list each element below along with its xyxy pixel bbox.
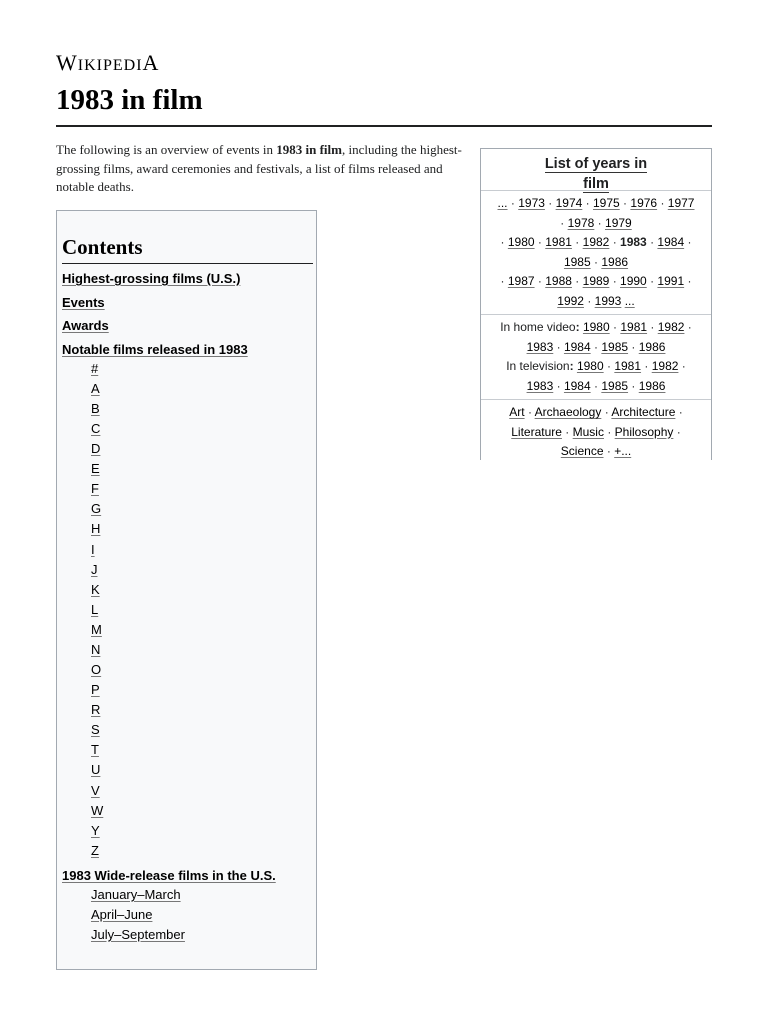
toc-letter-j[interactable]: J <box>91 562 98 577</box>
wordmark-final: A <box>142 50 160 75</box>
nav-year-1989[interactable]: 1989 <box>582 274 610 288</box>
toc-item-wide-release[interactable]: 1983 Wide-release films in the U.S. <box>62 868 276 883</box>
toc-letter-k[interactable]: K <box>91 582 100 597</box>
nav-topic-philosophy[interactable]: Philosophy <box>614 424 674 439</box>
nav-year-1974[interactable]: 1974 <box>555 196 583 210</box>
toc-letter-y[interactable]: Y <box>91 823 100 838</box>
intro-paragraph <box>56 141 466 197</box>
nav-topic-science[interactable]: Science <box>560 444 604 458</box>
nav-television-1981[interactable]: 1981 <box>614 359 642 373</box>
nav-ellipsis-prev[interactable]: ... <box>497 196 508 210</box>
nav-topic-more[interactable]: +... <box>614 444 632 458</box>
nav-television-1980[interactable]: 1980 <box>576 359 604 373</box>
title-divider <box>56 125 712 127</box>
intro-lead: The following is an overview of events in <box>56 142 277 157</box>
navbox-topics-section: Art · Archaeology · Architecture · Literature · Music · Philosophy · Science · +... <box>481 400 711 465</box>
navbox-title-line1: List of years in <box>544 156 648 172</box>
nav-year-1985[interactable]: 1985 <box>563 254 591 269</box>
navbox-media-section: In home video: 1980 · 1981 · 1982 · 1983 · 1984 · 1985 · 1986 In television: 1980 · 1981 · 1982 · 1983 · 1984 · 1985 · 1986 <box>481 315 711 400</box>
toc-letter-h[interactable]: H <box>91 521 101 536</box>
nav-year-1993[interactable]: 1993 <box>594 293 622 308</box>
nav-television-1982[interactable]: 1982 <box>651 359 679 373</box>
nav-year-1990[interactable]: 1990 <box>620 274 647 288</box>
toc-item-notable-films[interactable]: Notable films released in 1983 <box>62 342 248 357</box>
nav-year-1988[interactable]: 1988 <box>545 274 572 288</box>
toc-letter-m[interactable]: M <box>91 622 102 637</box>
nav-television-1984[interactable]: 1984 <box>563 378 591 393</box>
nav-year-1980[interactable]: 1980 <box>507 235 535 249</box>
nav-home-video-1984[interactable]: 1984 <box>563 339 591 354</box>
nav-home-video-1983[interactable]: 1983 <box>526 339 554 354</box>
nav-ellipsis-next[interactable]: ... <box>624 293 635 308</box>
nav-home-video-1986[interactable]: 1986 <box>638 339 666 354</box>
years-in-film-navbox <box>480 148 712 460</box>
toc-letter-d[interactable]: D <box>91 441 101 456</box>
nav-topic-literature[interactable]: Literature <box>511 424 562 439</box>
toc-letter-g[interactable]: G <box>91 501 102 516</box>
toc-letter-e[interactable]: E <box>91 461 100 476</box>
nav-television-label: In television <box>506 359 570 373</box>
nav-year-1977[interactable]: 1977 <box>667 196 695 210</box>
nav-year-1982[interactable]: 1982 <box>582 235 610 249</box>
toc-letter-s[interactable]: S <box>91 722 100 737</box>
navbox-title[interactable] <box>481 149 711 191</box>
nav-topic-art[interactable]: Art <box>509 405 525 419</box>
toc-letter-b[interactable]: B <box>91 401 100 416</box>
wordmark-middle: IKIPEDI <box>77 57 143 74</box>
nav-year-1978[interactable]: 1978 <box>567 215 595 230</box>
nav-year-1981[interactable]: 1981 <box>545 235 572 249</box>
navbox-years-section: ... · 1973 · 1974 · 1975 · 1976 · 1977 · 1978 · 1979 · 1980 · 1981 · 1982 · 1983 · 1984 · 1985 · 1986 · 1987 · 1988 · 1989 · 1990 · 1991 · 1992 · 1993 ... <box>481 191 711 315</box>
nav-year-1986[interactable]: 1986 <box>601 254 629 269</box>
nav-year-1987[interactable]: 1987 <box>507 274 535 288</box>
wikipedia-wordmark[interactable] <box>56 50 159 76</box>
toc-letter-a[interactable]: A <box>91 381 100 396</box>
toc-letter-u[interactable]: U <box>91 762 101 777</box>
nav-home-video-1985[interactable]: 1985 <box>601 339 629 354</box>
toc-item-awards[interactable]: Awards <box>62 318 109 333</box>
nav-year-1979[interactable]: 1979 <box>605 215 632 230</box>
toc-letter-i[interactable]: I <box>91 542 95 557</box>
table-of-contents <box>56 210 317 970</box>
toc-letter-v[interactable]: V <box>91 783 100 798</box>
toc-sub-july-september[interactable]: July–September <box>91 927 185 942</box>
nav-home-video-1980[interactable]: 1980 <box>582 320 610 334</box>
toc-letter-o[interactable]: O <box>91 662 102 677</box>
toc-sub-january-march[interactable]: January–March <box>91 887 181 902</box>
toc-item-highest-grossing[interactable]: Highest-grossing films (U.S.) <box>62 271 241 286</box>
nav-year-1991[interactable]: 1991 <box>657 274 685 288</box>
wordmark-initial: W <box>56 50 78 75</box>
page-title: 1983 in film <box>56 84 203 116</box>
toc-sub-april-june[interactable]: April–June <box>91 907 153 922</box>
toc-letter-t[interactable]: T <box>91 742 99 757</box>
toc-title: Contents <box>62 235 143 259</box>
toc-letter-hash[interactable]: # <box>91 361 99 376</box>
nav-television-1983[interactable]: 1983 <box>526 378 554 393</box>
nav-home-video-1982[interactable]: 1982 <box>657 320 685 334</box>
intro-tail: , including the highest-grossing films, award ceremonies and festivals, a list of films released and notable deaths. <box>56 142 462 194</box>
toc-item-events[interactable]: Events <box>62 295 105 310</box>
nav-television-1986[interactable]: 1986 <box>638 378 666 393</box>
nav-topic-music[interactable]: Music <box>572 424 604 439</box>
toc-letter-f[interactable]: F <box>91 481 99 496</box>
nav-year-1992[interactable]: 1992 <box>557 293 584 308</box>
toc-letter-w[interactable]: W <box>91 803 104 818</box>
toc-letter-c[interactable]: C <box>91 421 101 436</box>
nav-television-1985[interactable]: 1985 <box>601 378 629 393</box>
toc-letter-z[interactable]: Z <box>91 843 99 858</box>
nav-year-1973[interactable]: 1973 <box>518 196 545 210</box>
nav-year-1976[interactable]: 1976 <box>630 196 658 210</box>
nav-home-video-1981[interactable]: 1981 <box>620 320 648 334</box>
toc-letter-n[interactable]: N <box>91 642 101 657</box>
nav-year-1975[interactable]: 1975 <box>593 196 620 210</box>
nav-year-1984[interactable]: 1984 <box>657 235 685 249</box>
toc-divider <box>62 263 313 264</box>
nav-home-video-label: In home video <box>500 320 576 334</box>
nav-year-1983-current: 1983 <box>620 235 647 249</box>
nav-topic-archaeology[interactable]: Archaeology <box>534 405 602 419</box>
toc-letter-l[interactable]: L <box>91 602 99 617</box>
toc-letter-p[interactable]: P <box>91 682 100 697</box>
toc-letter-r[interactable]: R <box>91 702 101 717</box>
navbox-title-line2: film <box>583 176 609 192</box>
intro-bold-term: 1983 in film <box>276 142 342 157</box>
nav-topic-architecture[interactable]: Architecture <box>611 405 676 419</box>
